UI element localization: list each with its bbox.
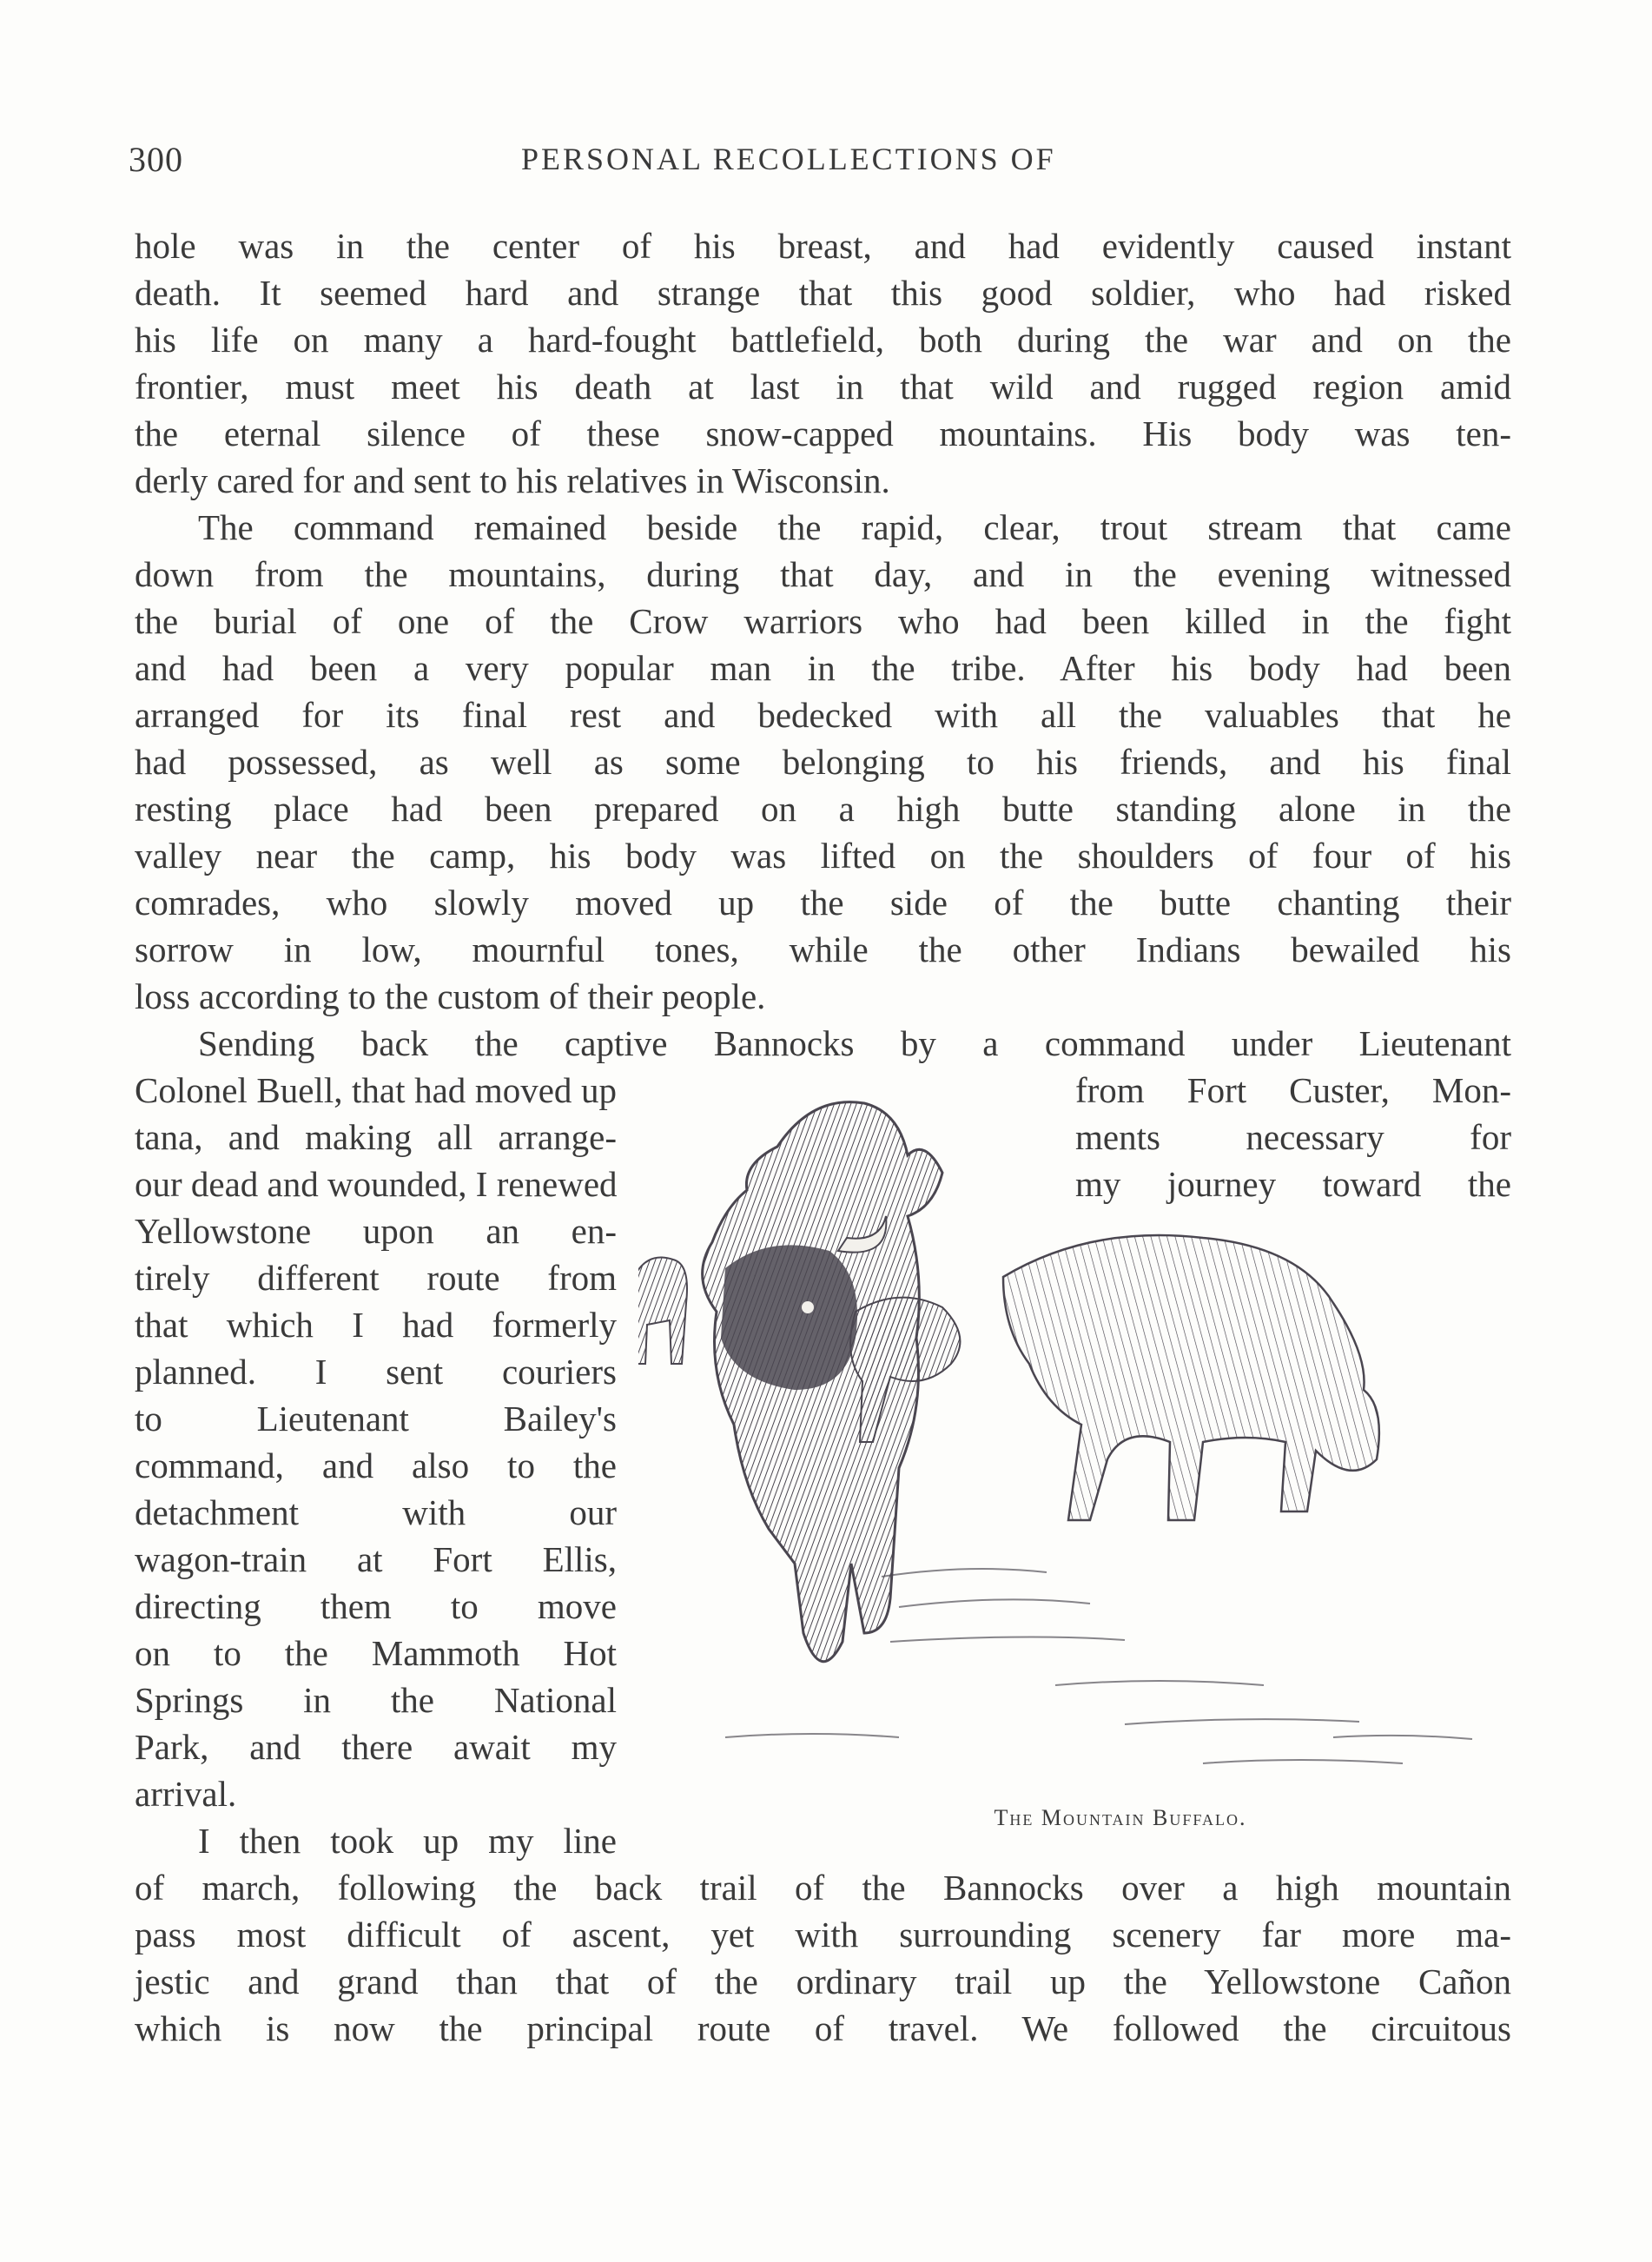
text-line: Yellowstone upon an en- bbox=[135, 1211, 617, 1251]
text-line: I then took up my line bbox=[198, 1821, 617, 1861]
text-line: detachment with our bbox=[135, 1492, 617, 1532]
text-line: comrades, who slowly moved up the side of the butte chanting their bbox=[135, 883, 1511, 923]
text-line: arranged for its final rest and bedecked with all the valuables that he bbox=[135, 695, 1511, 735]
text-line: hole was in the center of his breast, and had evidently caused instant bbox=[135, 226, 1511, 266]
running-title: PERSONAL RECOLLECTIONS OF bbox=[521, 142, 1056, 176]
text-line: Springs in the National bbox=[135, 1680, 617, 1720]
buffalo-head bbox=[721, 1245, 857, 1390]
text-line: Colonel Buell, that had moved up bbox=[135, 1070, 617, 1110]
page-number: 300 bbox=[129, 140, 183, 179]
distant-buffalo-left bbox=[638, 1258, 687, 1365]
text-line: loss according to the custom of their people. bbox=[135, 976, 766, 1016]
text-line: tana, and making all arrange- bbox=[135, 1117, 617, 1157]
text-line: to Lieutenant Bailey's bbox=[135, 1399, 617, 1439]
text-line: of march, following the back trail of the Bannocks over a high mountain bbox=[135, 1868, 1511, 1908]
text-line: tirely different route from bbox=[135, 1258, 617, 1298]
text-line: planned. I sent couriers bbox=[135, 1352, 617, 1392]
buffalo-illustration bbox=[638, 1077, 1559, 1798]
text-line: on to the Mammoth Hot bbox=[135, 1633, 617, 1673]
figure-caption: The Mountain Buffalo. bbox=[994, 1805, 1247, 1830]
text-line: frontier, must meet his death at last in that wild and rugged region amid bbox=[135, 367, 1511, 407]
text-line: that which I had formerly bbox=[135, 1305, 617, 1345]
text-line: the eternal silence of these snow-capped mountains. His body was ten- bbox=[135, 413, 1511, 453]
text-line: resting place had been prepared on a high butte standing alone in the bbox=[135, 789, 1511, 829]
text-line: my journey toward the bbox=[1075, 1164, 1511, 1204]
text-line: had possessed, as well as some belonging to his friends, and his final bbox=[135, 742, 1511, 782]
text-line: death. It seemed hard and strange that this good soldier, who had risked bbox=[135, 273, 1511, 313]
text-line: the burial of one of the Crow warriors who had been killed in the fight bbox=[135, 601, 1511, 641]
text-line: directing them to move bbox=[135, 1586, 617, 1626]
text-line: wagon-train at Fort Ellis, bbox=[135, 1539, 617, 1579]
grazing-buffalo bbox=[1003, 1235, 1379, 1520]
text-line: which is now the principal route of travel. We followed the circuitous bbox=[135, 2008, 1511, 2048]
text-line: derly cared for and sent to his relatives in Wisconsin. bbox=[135, 460, 890, 500]
text-line: down from the mountains, during that day, and in the evening witnessed bbox=[135, 554, 1511, 594]
text-line: arrival. bbox=[135, 1774, 237, 1814]
text-line: ments necessary for bbox=[1075, 1117, 1511, 1157]
text-line: jestic and grand than that of the ordinary trail up the Yellowstone Cañon bbox=[135, 1961, 1511, 2001]
text-line: sorrow in low, mournful tones, while the other Indians bewailed his bbox=[135, 929, 1511, 969]
text-line: our dead and wounded, I renewed bbox=[135, 1164, 618, 1204]
text-line: valley near the camp, his body was lifted on the shoulders of four of his bbox=[135, 836, 1511, 876]
text-line: command, and also to the bbox=[135, 1445, 617, 1485]
text-line: Park, and there await my bbox=[135, 1727, 617, 1767]
text-line: his life on many a hard-fought battlefield, both during the war and on the bbox=[135, 320, 1511, 360]
text-line: from Fort Custer, Mon- bbox=[1075, 1070, 1511, 1110]
text-line: The command remained beside the rapid, clear, trout stream that came bbox=[198, 507, 1511, 547]
text-line: pass most difficult of ascent, yet with surrounding scenery far more ma- bbox=[135, 1915, 1511, 1954]
buffalo-eye bbox=[802, 1301, 814, 1313]
text-line: and had been a very popular man in the tribe. After his body had been bbox=[135, 648, 1511, 688]
text-line: Sending back the captive Bannocks by a command under Lieutenant bbox=[198, 1023, 1511, 1063]
